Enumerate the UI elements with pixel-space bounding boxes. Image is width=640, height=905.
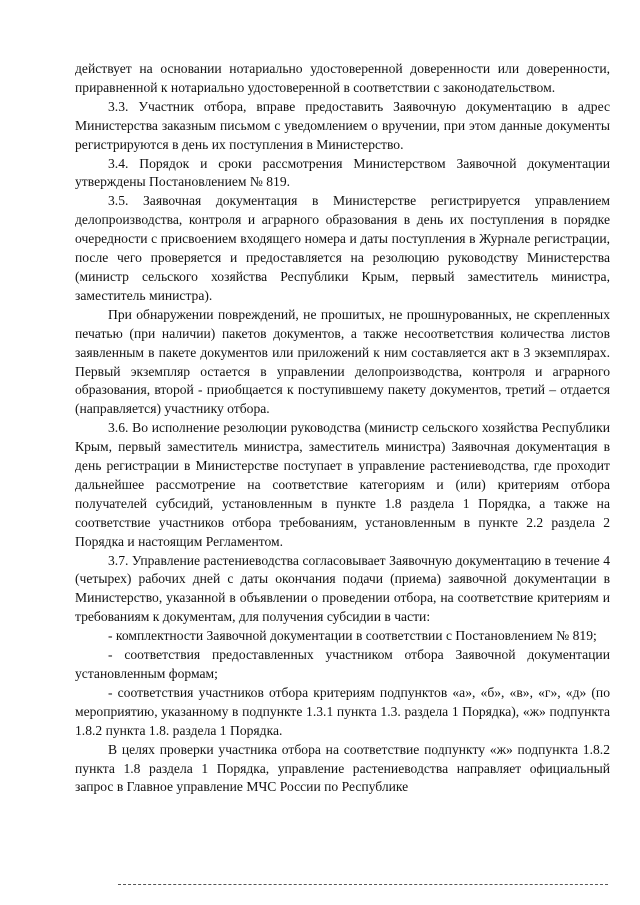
- list-item-criteria: - соответствия участников отбора критериям подпунктов «а», «б», «в», «г», «д» (по мероприятию, указанному в подпункте 1.3.1 пункта 1.3. раздела 1 Порядка), «ж» подпункта 1.8.2 пункта 1.8. раздела 1 Порядка.: [75, 684, 610, 738]
- paragraph-mchs-request: В целях проверки участника отбора на соответствие подпункту «ж» подпункта 1.8.2 пункта 1.8 раздела 1 Порядка, управление растениеводства направляет официальный запрос в Главное управление МЧС России по Республике: [75, 741, 610, 795]
- list-item-forms: - соответствия предоставленных участником отбора Заявочной документации установленным формам;: [75, 647, 610, 681]
- paragraph-continuation: действует на основании нотариально удостоверенной доверенности или доверенности, приравненной к нотариально удостоверенной в соответствии с законодательством.: [75, 61, 610, 95]
- paragraph-3-7: 3.7. Управление растениеводства согласовывает Заявочную документацию в течение 4 (четырех) рабочих дней с даты окончания подачи (приема) заявочной документации в Министерство, указанной в объявлении о проведении отбора, на соответствие критериям и требованиям к документам, для получения субсидии в части:: [75, 552, 610, 625]
- paragraph-3-4: 3.4. Порядок и сроки рассмотрения Министерством Заявочной документации утверждены Постановлением № 819.: [75, 155, 610, 190]
- list-item-completeness: - комплектности Заявочной документации в соответствии с Постановлением № 819;: [108, 628, 597, 644]
- paragraph-3-6: 3.6. Во исполнение резолюции руководства (министр сельского хозяйства Республики Крым, первый заместитель министра, заместитель министра) Заявочная документация в день регистрации в Министерстве поступает в управление растениеводства, где проходит дальнейшее рассмотрение на соответствие категориям и (или) критериям отбора получателей субсидий, установленным в пункте 1.8 раздела 1 Порядка, а также на соответствие участников отбора требованиям, установленным в пункте 2.2 раздела 2 Порядка и настоящим Регламентом.: [75, 420, 610, 549]
- paragraph-damage-act: При обнаружении повреждений, не прошитых, не прошнурованных, не скрепленных печатью (при наличии) пакетов документов, а также несоответствия количества листов заявленным в пакете документов или приложений к ним составляется акт в 3 экземплярах. Первый экземпляр остается в управлении делопроизводства, контроля и аграрного образования, второй - приобщается к поступившему пакету документов, третий – отдается (направляется) участнику отбора.: [75, 306, 610, 417]
- paragraph-3-5: 3.5. Заявочная документация в Министерстве регистрируется управлением делопроизводства, контроля и аграрного образования в день их поступления в порядке очередности с присвоением входящего номера и даты поступления в Журнале регистрации, после чего проверяется и предоставляется на резолюцию руководству Министерства (министр сельского хозяйства Республики Крым, первый заместитель министра, заместитель министра).: [75, 193, 610, 303]
- document-body: [75, 60, 610, 797]
- page-bottom-divider: [118, 884, 608, 885]
- paragraph-3-3: 3.3. Участник отбора, вправе предоставить Заявочную документацию в адрес Министерства заказным письмом с уведомлением о вручении, при этом данные документы регистрируются в день их поступления в Министерство.: [75, 98, 610, 152]
